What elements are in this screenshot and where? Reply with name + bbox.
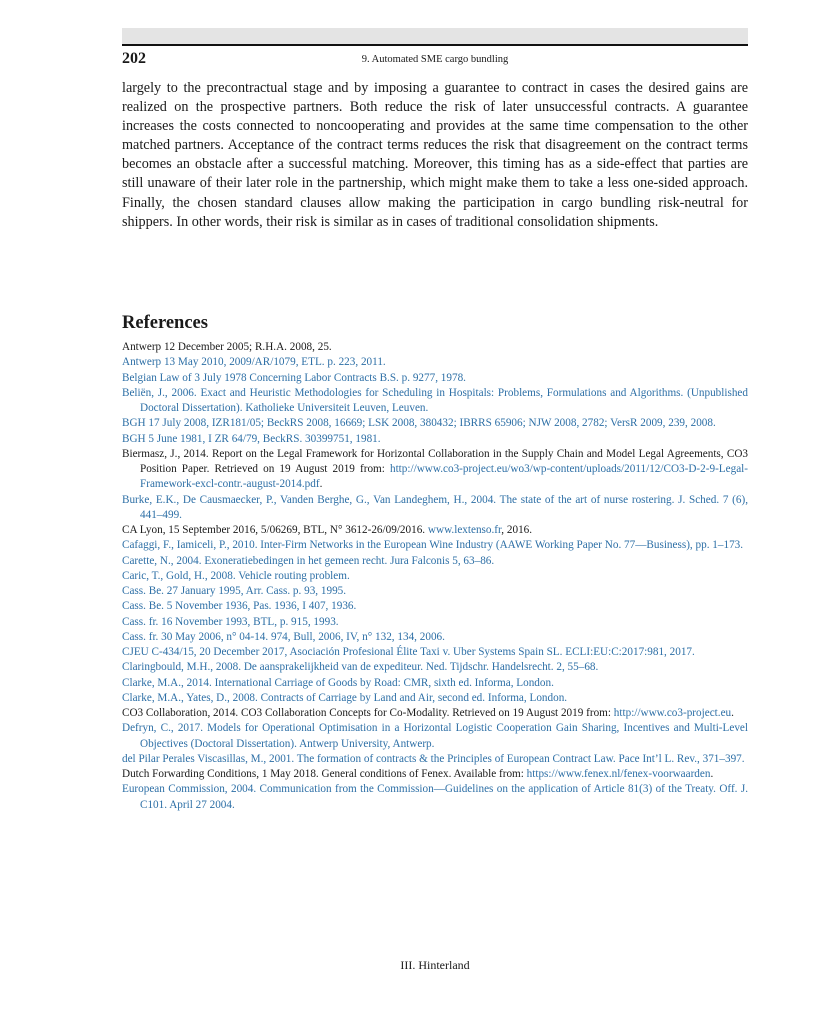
reference-item: [122, 340, 748, 355]
reference-item[interactable]: [122, 371, 748, 386]
reference-url-link[interactable]: https://www.fenex.nl/fenex-voorwaarden: [526, 768, 711, 780]
reference-text: Beliën, J., 2006. Exact and Heuristic Methodologies for Scheduling in Hospitals: Problems, Formulations and Algorithms. (Unpublished Doctoral Dissertation). Katholieke Universiteit Leuven, Leuven.: [122, 386, 748, 414]
reference-item[interactable]: [122, 554, 748, 569]
reference-tail: .: [319, 478, 323, 491]
footer-section-label: III. Hinterland: [400, 958, 470, 972]
reference-item: [122, 523, 748, 538]
reference-url-link[interactable]: www.lextenso.fr: [427, 524, 502, 536]
reference-url-link[interactable]: http://www.co3-project.eu: [613, 707, 732, 719]
reference-item[interactable]: [122, 630, 748, 645]
reference-text: Cass. Be. 27 January 1995, Arr. Cass. p. 93, 1995.: [122, 585, 347, 597]
reference-text: Clarke, M.A., Yates, D., 2008. Contracts of Carriage by Land and Air, second ed. Informa, London.: [122, 691, 568, 704]
reference-item[interactable]: [122, 691, 748, 706]
reference-item[interactable]: [122, 660, 748, 675]
reference-item[interactable]: [122, 584, 748, 599]
reference-text: Defryn, C., 2017. Models for Operational Optimisation in a Horizontal Logistic Cooperation Gain Sharing, Incentives and Multi-Level Objectives (Doctoral Dissertation). Antwerp University, Antwerp.: [122, 722, 748, 750]
reference-item[interactable]: [122, 615, 748, 630]
reference-text: BGH 5 June 1981, I ZR 64/79, BeckRS. 30399751, 1981.: [122, 432, 381, 445]
reference-text: Cass. fr. 16 November 1993, BTL, p. 915, 1993.: [122, 615, 339, 628]
reference-text: Cafaggi, F., Iamiceli, P., 2010. Inter-Firm Networks in the European Wine Industry (AAWE Working Paper No. 77—Business), pp. 1–173.: [122, 539, 744, 552]
reference-item: [122, 447, 748, 493]
reference-text: Cass. fr. 30 May 2006, n° 04-14. 974, Bull, 2006, IV, n° 132, 134, 2006.: [122, 630, 445, 643]
reference-text: Clarke, M.A., 2014. International Carriage of Goods by Road: CMR, sixth ed. Informa, London.: [122, 676, 554, 689]
reference-list: [122, 340, 748, 813]
reference-item[interactable]: [122, 599, 748, 614]
reference-text: Burke, E.K., De Causmaecker, P., Vanden Berghe, G., Van Landeghem, H., 2004. The state of the art of nurse rostering. J. Sched. 7 (6), 441–499.: [122, 493, 748, 521]
reference-item[interactable]: [122, 416, 748, 431]
reference-text: Dutch Forwarding Conditions, 1 May 2018. General conditions of Fenex. Available from:: [122, 768, 527, 780]
reference-text: Belgian Law of 3 July 1978 Concerning Labor Contracts B.S. p. 9277, 1978.: [122, 371, 466, 384]
reference-item[interactable]: [122, 569, 748, 584]
reference-text: Caric, T., Gold, H., 2008. Vehicle routing problem.: [122, 569, 350, 582]
reference-item[interactable]: [122, 386, 748, 417]
reference-item[interactable]: [122, 432, 748, 447]
reference-text: CJEU C-434/15, 20 December 2017, Asociación Profesional Élite Taxi v. Uber Systems Spain SL. ECLI:EU:C:2017:981, 2017.: [122, 646, 695, 658]
reference-tail: .: [710, 768, 714, 780]
reference-text: CO3 Collaboration, 2014. CO3 Collaboration Concepts for Co-Modality. Retrieved on 19 August 2019 from:: [122, 707, 614, 719]
reference-item[interactable]: [122, 493, 748, 524]
reference-url-link[interactable]: http://www.co3-project.eu/wo3/wp-content/uploads/2011/12/CO3-D-2-9-Legal-Framework-excl-contr.-august-2014.pdf: [140, 463, 748, 491]
body-paragraph: largely to the precontractual stage and by imposing a guarantee to contract in cases the desired gains are realized on the prospective partners. Both reduce the risk of later unsuccessful contracts. A guarantee increases the costs connected to noncooperating and provides at the same time compensation to the other matched partners. Acceptance of the contract terms reduces the risk that disagreement on the contract terms becomes an obstacle after a successful matching. Moreover, this timing has as a side-effect that parties are still unaware of their later role in the partnership, which might make them to take a less one-sided approach. Finally, the chosen standard clauses allow making the participation in cargo bundling risk-neutral for shippers. In other words, their risk is similar as in cases of traditional consolidation shipments.: [122, 80, 748, 230]
reference-text: Biermasz, J., 2014. Report on the Legal Framework for Horizontal Collaboration in the Supply Chain and Model Legal Agreements, CO3 Position Paper. Retrieved on 19 August 2019 from:: [122, 447, 748, 475]
reference-item[interactable]: [122, 676, 748, 691]
reference-text: Claringbould, M.H., 2008. De aansprakelijkheid van de expediteur. Ned. Tijdschr. Handelsrecht. 2, 55–68.: [122, 661, 599, 674]
reference-item[interactable]: [122, 355, 748, 370]
reference-item: [122, 706, 748, 721]
reference-item[interactable]: [122, 752, 748, 767]
reference-text: BGH 17 July 2008, IZR181/05; BeckRS 2008, 16669; LSK 2008, 380432; IBRRS 65906; NJW 2008, 2782; VersR 2009, 239, 2008.: [122, 417, 716, 430]
reference-item[interactable]: [122, 782, 748, 813]
reference-text: Cass. Be. 5 November 1936, Pas. 1936, I 407, 1936.: [122, 600, 357, 613]
reference-text: Antwerp 13 May 2010, 2009/AR/1079, ETL. p. 223, 2011.: [122, 356, 386, 369]
reference-item[interactable]: [122, 721, 748, 752]
references-heading: References: [122, 313, 208, 333]
reference-text: Antwerp 12 December 2005; R.H.A. 2008, 25.: [122, 341, 332, 353]
page-number: 202: [122, 50, 146, 67]
reference-text: European Commission, 2004. Communication from the Commission—Guidelines on the application of Article 81(3) of the Treaty. Off. J. C101. April 27 2004.: [122, 783, 748, 811]
reference-tail: , 2016.: [501, 524, 533, 536]
running-head: 9. Automated SME cargo bundling: [361, 54, 509, 65]
reference-item[interactable]: [122, 538, 748, 553]
reference-text: CA Lyon, 15 September 2016, 5/06269, BTL, N° 3612-26/09/2016.: [122, 524, 428, 536]
header-rule: [122, 44, 748, 46]
reference-text: Carette, N., 2004. Exoneratiebedingen in het gemeen recht. Jura Falconis 5, 63–86.: [122, 554, 495, 567]
reference-text: del Pilar Perales Viscasillas, M., 2001. The formation of contracts & the Principles of European Contract Law. Pace Int’l L. Rev., 371–397.: [122, 752, 745, 765]
header-band: [122, 28, 748, 44]
reference-tail: .: [731, 707, 734, 719]
reference-item: [122, 767, 748, 782]
reference-item[interactable]: [122, 645, 748, 660]
